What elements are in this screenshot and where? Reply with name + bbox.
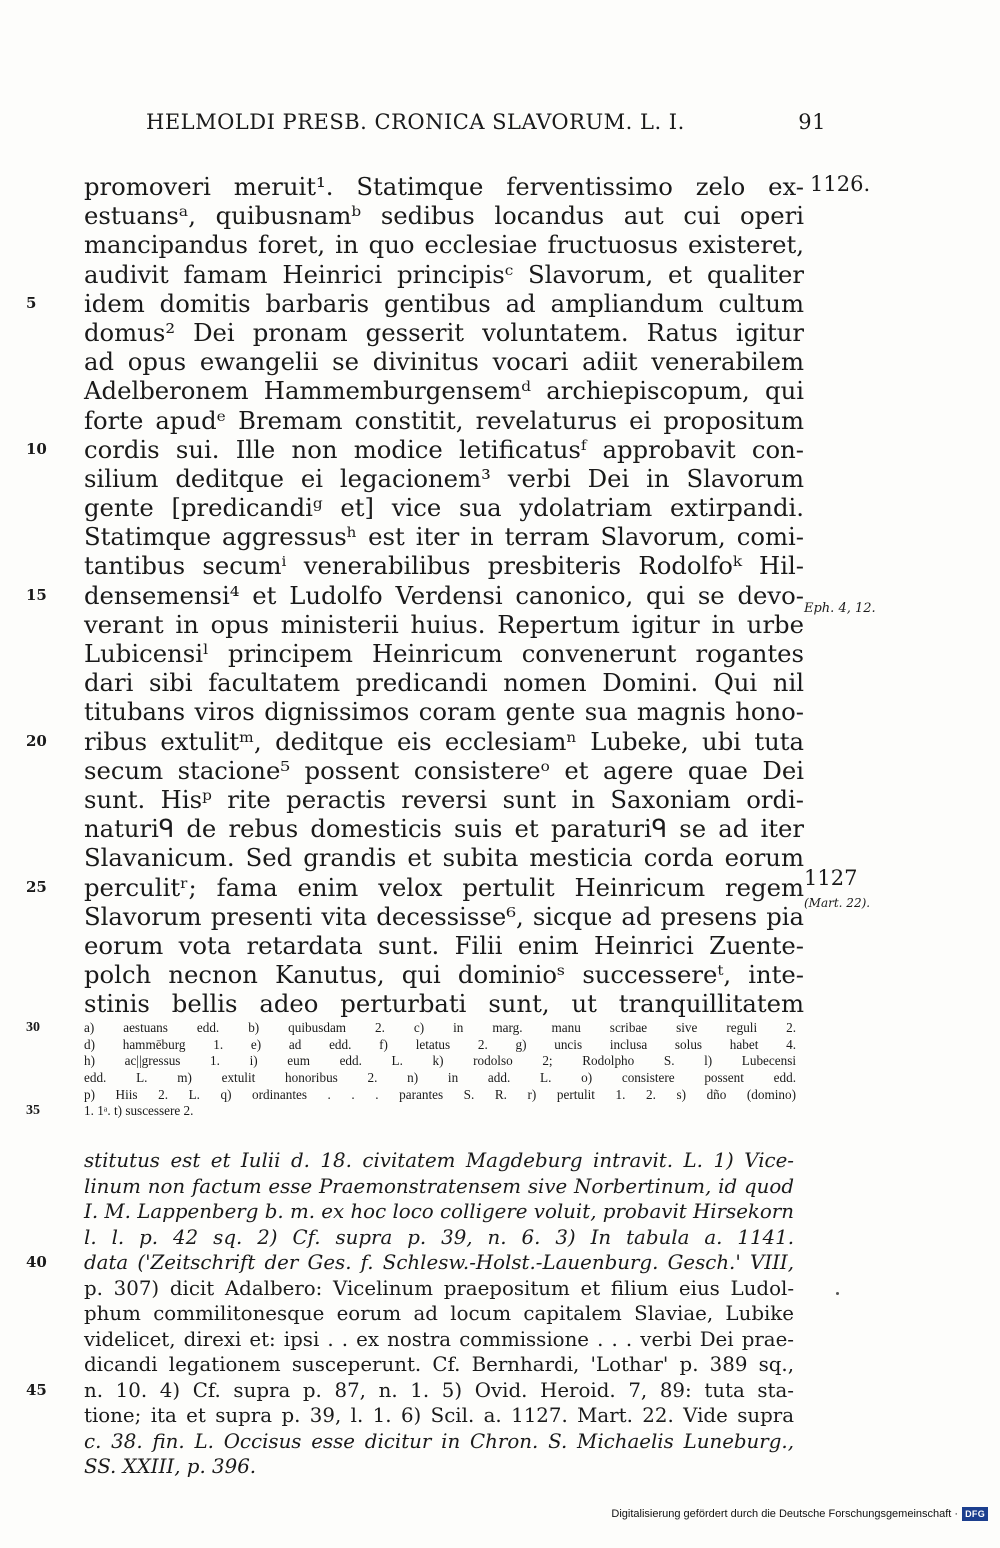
text-line xyxy=(26,726,804,756)
line-text: naturiᑫ de rebus domesticis suis et paraturiᑫ se ad iter xyxy=(84,814,804,844)
apparatus-line xyxy=(26,1103,796,1120)
line-text: forte apudᵉ Bremam constitit, revelaturus ei propositum xyxy=(84,405,804,435)
text-line xyxy=(84,522,804,551)
line-number: 40 xyxy=(26,1253,47,1271)
line-text: p. 307) dicit Adalbero: Vicelinum praepositum et filium eius Ludol- xyxy=(84,1276,794,1300)
text-line xyxy=(84,756,804,785)
dfg-logo: DFG xyxy=(962,1507,988,1521)
line-text: dari sibi facultatem predicandi nomen Domini. Qui nil xyxy=(84,668,804,698)
text-line xyxy=(84,201,804,230)
line-text: estuansᵃ, quibusnamᵇ sedibus locandus aut cui operi xyxy=(84,201,804,231)
text-line xyxy=(84,376,804,405)
line-text: n. 10. 4) Cf. supra p. 87, n. 1. 5) Ovid. Heroid. 7, 89: tuta sta- xyxy=(84,1378,794,1402)
text-line xyxy=(84,697,804,726)
note-line xyxy=(84,1403,794,1429)
apparatus-line xyxy=(84,1053,796,1070)
line-text: l. l. p. 42 sq. 2) Cf. supra p. 39, n. 6. 3) In tabula a. 1141. xyxy=(84,1225,794,1249)
line-text: h) ac||gressus 1. i) eum edd. L. k) rodolso 2; Rodolpho S. l) Lubecensi xyxy=(84,1053,796,1069)
line-text: ad opus ewangelii se divinitus vocari adiit venerabilem xyxy=(84,347,804,377)
line-number: 25 xyxy=(26,877,47,896)
note-line xyxy=(84,1327,794,1353)
text-line xyxy=(84,960,804,989)
text-line xyxy=(84,493,804,522)
line-number: 15 xyxy=(26,585,47,604)
text-line xyxy=(26,434,804,464)
line-text: stinis bellis adeo perturbati sunt, ut tranquillitatem xyxy=(84,989,804,1019)
main-text xyxy=(26,172,804,1019)
line-number: 10 xyxy=(26,439,47,458)
note-line xyxy=(84,1454,794,1480)
margin-eph-reference: Eph. 4, 12. xyxy=(804,601,876,616)
line-text: Slavorum presenti vita decessisse⁶, sicque ad presens pia xyxy=(84,901,804,931)
line-text: gente [predicandiᵍ et] vice sua ydolatriam extirpandi. xyxy=(84,493,804,523)
line-text: cordis sui. Ille non modice letificatusᶠ approbavit con- xyxy=(84,434,804,464)
line-text: secum stacione⁵ possent consistereᵒ et agere quae Dei xyxy=(84,755,804,785)
line-text: linum non factum esse Praemonstratensem sive Norbertinum, id quod xyxy=(84,1174,794,1198)
line-text: sunt. Hisᵖ rite peractis reversi sunt in Saxoniam ordi- xyxy=(84,784,804,814)
line-text: d) hammēburg 1. e) ad edd. f) letatus 2. g) uncis inclusa solus habet 4. xyxy=(84,1036,796,1052)
line-text: perculitʳ; fama enim velox pertulit Heinricum regem xyxy=(84,872,804,902)
line-text: Statimque aggressusʰ est iter in terram Slavorum, comi- xyxy=(84,522,804,552)
text-line xyxy=(84,843,804,872)
line-number: 30 xyxy=(26,1020,40,1035)
critical-apparatus xyxy=(26,1020,796,1120)
line-text: c. 38. fin. L. Occisus esse dicitur in Chron. S. Michaelis Luneburg., xyxy=(84,1429,794,1453)
note-line xyxy=(84,1225,794,1251)
margin-date-1127: (Mart. 22). xyxy=(804,896,871,910)
apparatus-line xyxy=(84,1087,796,1104)
note-line xyxy=(84,1352,794,1378)
note-line xyxy=(84,1199,794,1225)
line-text: tantibus secumⁱ venerabilibus presbiteris Rodolfoᵏ Hil- xyxy=(84,551,804,581)
line-text: Lubicensiˡ principem Heinricum convenerunt rogantes xyxy=(84,639,804,668)
text-line xyxy=(84,318,804,347)
line-text: tione; ita et supra p. 39, l. 1. 6) Scil. a. 1127. Mart. 22. Vide supra xyxy=(84,1404,794,1427)
note-line xyxy=(84,1429,794,1455)
text-line xyxy=(26,872,804,902)
line-text: ribus extulitᵐ, deditque eis ecclesiamⁿ Lubeke, ubi tuta xyxy=(84,726,804,756)
margin-year-1127: 1127 xyxy=(804,866,858,890)
line-text: mancipandus foret, in quo ecclesiae fructuosus existeret, xyxy=(84,230,804,260)
line-number: 5 xyxy=(26,293,37,312)
line-text: Adelberonem Hammemburgensemᵈ archiepiscopum, qui xyxy=(84,376,804,406)
note-line xyxy=(84,1301,794,1327)
line-text: titubans viros dignissimos coram gente sua magnis hono- xyxy=(84,697,804,727)
text-line xyxy=(84,551,804,580)
text-line xyxy=(84,347,804,376)
text-line xyxy=(84,989,804,1018)
line-text: dicandi legationem susceperunt. Cf. Bernhardi, 'Lothar' p. 389 sq., xyxy=(84,1353,794,1376)
line-text: data ('Zeitschrift der Ges. f. Schlesw.-Holst.-Lauenburg. Gesch.' VIII, xyxy=(84,1251,794,1274)
line-text: SS. XXIII, p. 396. xyxy=(84,1455,257,1478)
line-text: silium deditque ei legacionem³ verbi Dei in Slavorum xyxy=(84,463,804,493)
note-line xyxy=(84,1276,794,1302)
credit-text: Digitalisierung gefördert durch die Deutsche Forschungsgemeinschaft · xyxy=(611,1508,959,1520)
text-line xyxy=(26,288,804,318)
line-text: densemensi⁴ et Ludolfo Verdensi canonico, qui se devo- xyxy=(84,580,804,610)
line-text: phum commilitonesque eorum ad locum capitalem Slaviae, Lubike xyxy=(84,1302,794,1325)
margin-year-1126: 1126. xyxy=(810,172,871,196)
line-text: p) Hiis 2. L. q) ordinantes . . . parantes S. R. r) pertulit 1. 2. s) dño (domino) xyxy=(84,1086,796,1102)
text-line xyxy=(84,464,804,493)
line-text: verant in opus ministerii huius. Repertum igitur in urbe xyxy=(84,609,804,639)
apparatus-line xyxy=(26,1020,796,1037)
line-number: 20 xyxy=(26,731,47,750)
line-text: stitutus est et Iulii d. 18. civitatem Magdeburg intravit. L. 1) Vice- xyxy=(84,1149,794,1172)
note-line xyxy=(84,1148,794,1174)
apparatus-line xyxy=(84,1037,796,1054)
note-line xyxy=(26,1378,794,1404)
line-text: idem domitis barbaris gentibus ad ampliandum cultum xyxy=(84,288,804,318)
page-number: 91 xyxy=(798,110,826,134)
text-line xyxy=(84,785,804,814)
text-line xyxy=(84,230,804,259)
line-text: eorum vota retardata sunt. Filii enim Heinrici Zuente- xyxy=(84,930,804,960)
text-line xyxy=(84,172,804,201)
line-text: I. M. Lappenberg b. m. ex hoc loco colligere voluit, probavit Hirsekorn xyxy=(84,1200,794,1223)
apparatus-line xyxy=(84,1070,796,1087)
line-text: 1. 1ᵃ. t) suscessere 2. xyxy=(84,1103,194,1119)
line-text: domus² Dei pronam gesserit voluntatem. Ratus igitur xyxy=(84,317,804,347)
line-text: videlicet, direxi et: ipsi . . ex nostra commissione . . . verbi Dei prae- xyxy=(84,1327,794,1351)
line-number: 45 xyxy=(26,1380,47,1399)
text-line xyxy=(84,260,804,289)
note-line xyxy=(84,1174,794,1200)
line-text: promoveri meruit¹. Statimque ferventissimo zelo ex- xyxy=(84,172,804,201)
footnotes xyxy=(26,1148,794,1480)
text-line xyxy=(84,668,804,697)
header-title: HELMOLDI PRESB. CRONICA SLAVORUM. L. I. xyxy=(146,110,685,134)
text-line xyxy=(84,814,804,843)
text-line xyxy=(84,406,804,435)
line-number: 35 xyxy=(26,1103,40,1119)
text-line xyxy=(26,580,804,610)
text-line xyxy=(84,931,804,960)
line-text: a) aestuans edd. b) quibusdam 2. c) in marg. manu scribae sive reguli 2. xyxy=(84,1020,796,1035)
note-line xyxy=(26,1250,794,1276)
text-line xyxy=(84,610,804,639)
line-text: Slavanicum. Sed grandis et subita mesticia corda eorum xyxy=(84,843,804,873)
stray-dot-mark xyxy=(836,1292,839,1295)
line-text: polch necnon Kanutus, qui dominioˢ successereᵗ, inte- xyxy=(84,960,804,990)
line-text: audivit famam Heinrici principisᶜ Slavorum, et qualiter xyxy=(84,259,804,289)
digitization-credit xyxy=(611,1507,988,1521)
text-line xyxy=(84,639,804,668)
line-text: edd. L. m) extulit honoribus 2. n) in add. L. o) consistere possent edd. xyxy=(84,1070,796,1086)
text-line xyxy=(84,902,804,931)
